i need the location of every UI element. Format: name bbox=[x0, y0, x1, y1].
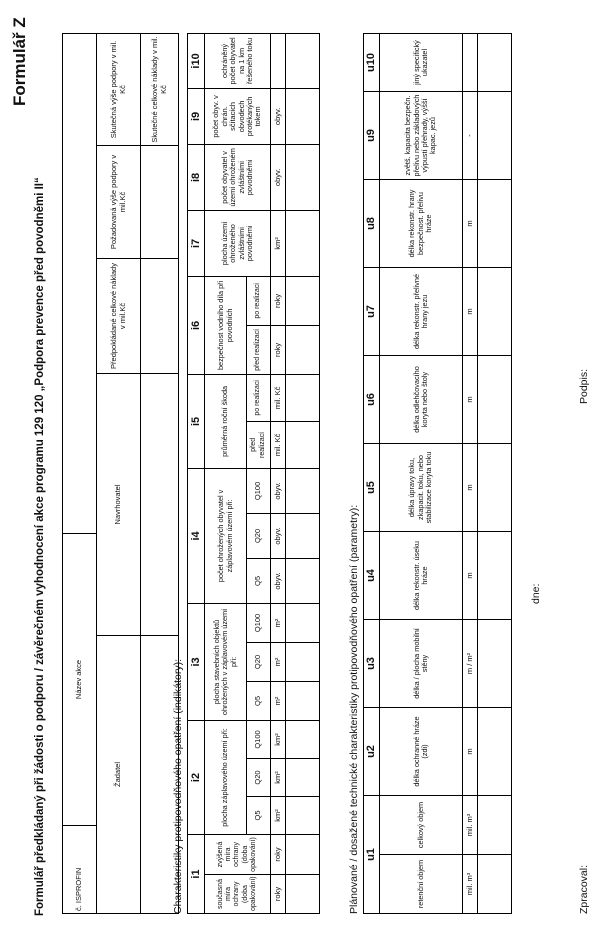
u8-desc: délka rekonstr. hrany bezpečnost. přelivu hráze bbox=[380, 180, 463, 268]
i3-desc: plocha stavebních objektů ohrožených v záplavovém území při: bbox=[205, 603, 247, 720]
col-i8: i8 bbox=[188, 144, 205, 210]
i6-before-unit: roky bbox=[271, 325, 286, 374]
u7-desc: délka rekonstr. přelivné hrany jezu bbox=[380, 268, 463, 356]
u3-unit: m / m² bbox=[463, 620, 478, 708]
skutecna-podpora-header: Skutečná výše podpory v mil. Kč bbox=[97, 34, 141, 146]
u10-desc: jiný specifický ukazatel bbox=[380, 34, 463, 92]
i7-unit: km² bbox=[271, 210, 286, 276]
col-i6: i6 bbox=[188, 276, 205, 374]
indicators-title: Charakteristiky protipovodňového opatření (indikátory): bbox=[172, 658, 184, 914]
i3-q20-unit: m² bbox=[271, 642, 286, 681]
i5-before-unit: mil. Kč bbox=[271, 421, 286, 468]
predpokladane-naklady-header: Předpokládané celkové náklady v mil.Kč bbox=[97, 259, 141, 374]
col-u9: u9 bbox=[364, 92, 380, 180]
i1b-desc: zvýšená míra ochrany (doba opakování) bbox=[205, 835, 271, 875]
i8-unit: obyv. bbox=[271, 144, 286, 210]
zpracoval-label: Zpracoval: bbox=[578, 864, 590, 914]
col-i10: i10 bbox=[188, 33, 205, 88]
parameters-table bbox=[363, 33, 512, 914]
i2-q100: Q100 bbox=[247, 720, 271, 758]
i1-unit: roky bbox=[271, 875, 286, 914]
indicators-table bbox=[187, 33, 320, 914]
u2-desc: délka ochranné hráze (zdi) bbox=[380, 708, 463, 796]
col-u4: u4 bbox=[364, 532, 380, 620]
i2-q5: Q5 bbox=[247, 797, 271, 835]
col-i9: i9 bbox=[188, 88, 205, 144]
i4-q5: Q5 bbox=[247, 558, 271, 603]
i2-q5-unit: km² bbox=[271, 797, 286, 835]
col-u10: u10 bbox=[364, 34, 380, 92]
i3-q5-unit: m² bbox=[271, 681, 286, 720]
navrhovatel-header: Navrhovatel bbox=[97, 374, 141, 636]
u7-unit: m bbox=[463, 268, 478, 356]
isprofin-header: č. ISPROFIN bbox=[63, 826, 97, 914]
zadatel-header: Žadatel bbox=[97, 636, 141, 914]
i1b-unit: roky bbox=[271, 835, 286, 875]
i3-q20: Q20 bbox=[247, 642, 271, 681]
i6-after-unit: roky bbox=[271, 276, 286, 325]
form-title: Formulář předkládaný při žádosti o podporu / závěrečném vyhodnocení akce programu 129 120 „Podpora prevence před povodněmi II“ bbox=[34, 177, 46, 916]
col-u1: u1 bbox=[364, 796, 380, 914]
top-table bbox=[62, 33, 179, 914]
col-i5: i5 bbox=[188, 374, 205, 468]
i6-after: po realizaci bbox=[247, 276, 271, 325]
i3-q5: Q5 bbox=[247, 681, 271, 720]
u6-unit: m bbox=[463, 356, 478, 444]
u5-desc: délka úpravy toku, zkapacit. toku, nebo stabilizace koryta toku bbox=[380, 444, 463, 532]
i2-desc: plocha záplavového území při: bbox=[205, 720, 247, 834]
dne-label: dne: bbox=[530, 583, 542, 604]
i2-q20: Q20 bbox=[247, 759, 271, 797]
u9-unit: - bbox=[463, 92, 478, 180]
i7-desc: plocha území ohroženého zvláštními povodněmi bbox=[205, 210, 271, 276]
i3-q100: Q100 bbox=[247, 603, 271, 642]
col-i1: i1 bbox=[188, 835, 205, 914]
u3-desc: délka / plocha mobilní stěny bbox=[380, 620, 463, 708]
i5-after-unit: mil. Kč bbox=[271, 374, 286, 421]
i4-q100: Q100 bbox=[247, 468, 271, 513]
pozadovana-podpora-header: Požadovaná výše podpory v mil.Kč bbox=[97, 146, 141, 259]
col-u6: u6 bbox=[364, 356, 380, 444]
i6-desc: bezpečnost vodního díla při povodních bbox=[205, 276, 247, 374]
i4-desc: počet ohrožených obyvatel v záplavovém území při: bbox=[205, 468, 247, 603]
u1b-desc: celkový objem bbox=[380, 796, 463, 855]
u1b-unit: mil. m³ bbox=[463, 796, 478, 855]
i2-q100-unit: km² bbox=[271, 720, 286, 758]
i9-unit: obyv. bbox=[271, 88, 286, 144]
col-u2: u2 bbox=[364, 708, 380, 796]
i5-desc: průměrná roční škoda bbox=[205, 374, 247, 468]
podpis-label: Podpis: bbox=[578, 368, 590, 404]
skutecne-naklady-header: Skutečné celkové náklady v mil. Kč bbox=[141, 34, 179, 146]
u6-desc: délka odlehčovacího koryta nebo štoly bbox=[380, 356, 463, 444]
col-u3: u3 bbox=[364, 620, 380, 708]
u4-unit: m bbox=[463, 532, 478, 620]
i8-desc: počet obyvatel v území ohroženém zvláštními povodněmi bbox=[205, 144, 271, 210]
u5-unit: m bbox=[463, 444, 478, 532]
i6-before: před realizací bbox=[247, 325, 271, 374]
i9-desc: počet obyv. v chrán. sčítacích obvodech protékaných tokem bbox=[205, 88, 271, 144]
col-u8: u8 bbox=[364, 180, 380, 268]
col-i2: i2 bbox=[188, 720, 205, 834]
nazev-akce-header: Název akce bbox=[63, 534, 97, 826]
i5-before: před realizací bbox=[247, 421, 271, 468]
i4-q5-unit: obyv. bbox=[271, 558, 286, 603]
i4-q20-unit: obyv. bbox=[271, 513, 286, 558]
parameters-title: Plánované / dosažené technické charakteristiky protipovodňového opatření (parametry): bbox=[348, 504, 360, 914]
u8-unit: m bbox=[463, 180, 478, 268]
col-i4: i4 bbox=[188, 468, 205, 603]
u4-desc: délka rekonstr. úseku hráze bbox=[380, 532, 463, 620]
i4-q20: Q20 bbox=[247, 513, 271, 558]
col-u7: u7 bbox=[364, 268, 380, 356]
u1a-unit: mil. m³ bbox=[463, 855, 478, 914]
u9-desc: zvětš. kapacita bezpečn. přelivu nebo základových výpustí přehrady, výšší kapac. jezů bbox=[380, 92, 463, 180]
i5-after: po realizaci bbox=[247, 374, 271, 421]
i1-desc: současná míra ochrany (doba opakování) bbox=[205, 875, 271, 914]
u2-unit: m bbox=[463, 708, 478, 796]
i10-desc: ochráněný počet obyvatel na 1 km řešeného toku bbox=[205, 33, 271, 88]
i3-q100-unit: m² bbox=[271, 603, 286, 642]
i4-q100-unit: obyv. bbox=[271, 468, 286, 513]
col-u5: u5 bbox=[364, 444, 380, 532]
col-i3: i3 bbox=[188, 603, 205, 720]
i2-q20-unit: km² bbox=[271, 759, 286, 797]
col-i7: i7 bbox=[188, 210, 205, 276]
form-label: Formulář Z bbox=[10, 17, 29, 106]
u1a-desc: retenční objem bbox=[380, 855, 463, 914]
